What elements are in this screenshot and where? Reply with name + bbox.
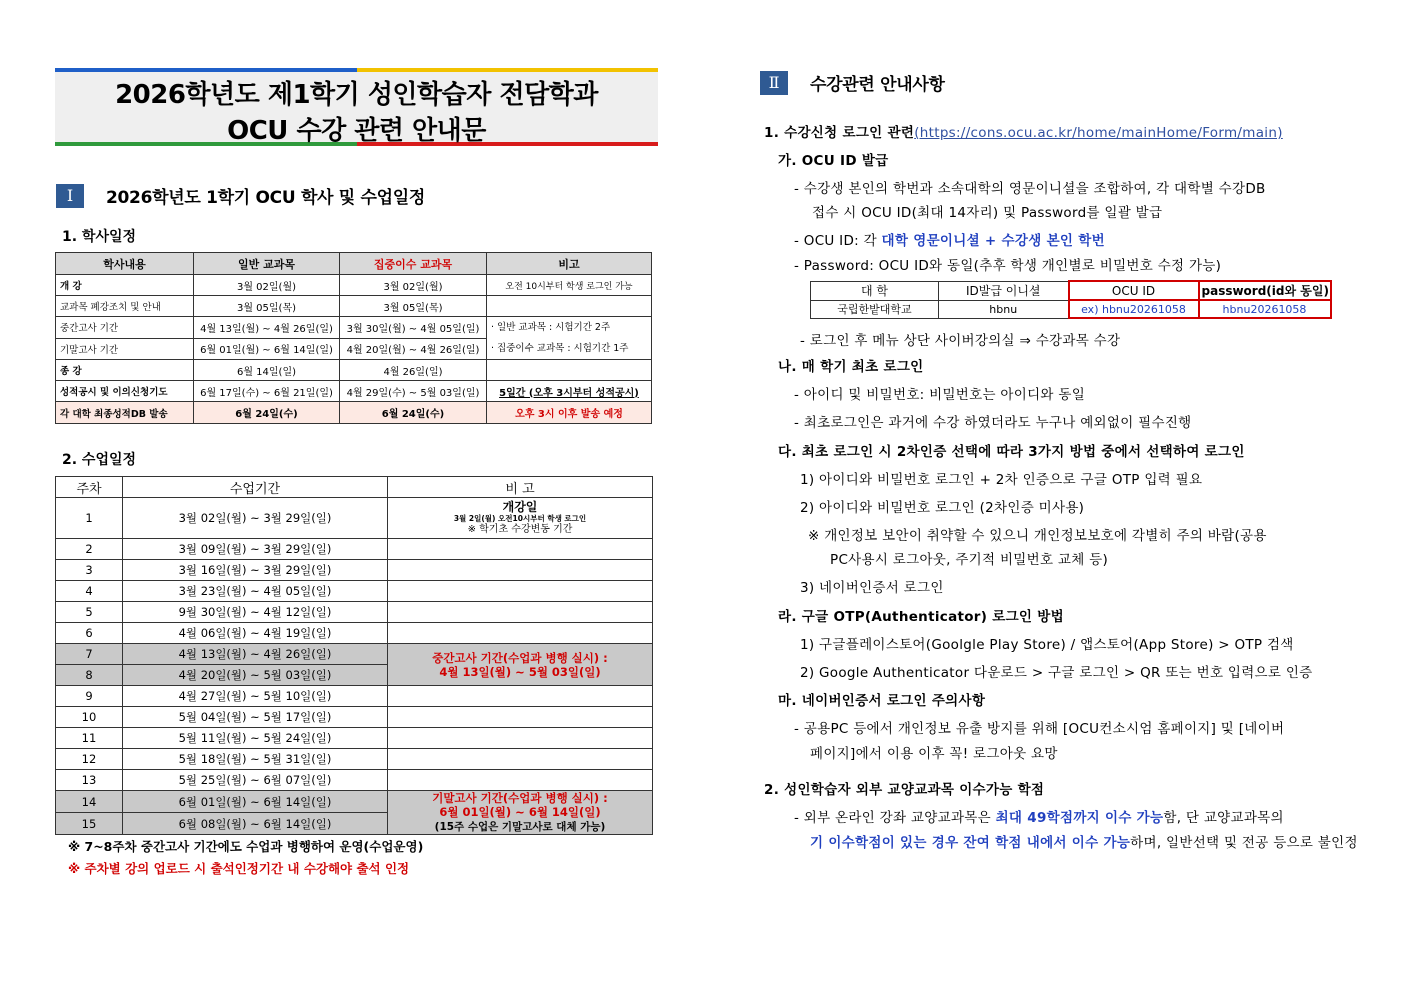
row-label: 기말고사 기간 <box>56 338 194 360</box>
two-factor-option3: 3) 네이버인증서 로그인 <box>800 580 944 596</box>
password-rule: - Password: OCU ID와 동일(추후 학생 개인별로 비밀번호 수정 가능) <box>794 258 1222 274</box>
week-number: 4 <box>56 581 123 602</box>
ocu-id-line2: 접수 시 OCU ID(최대 14자리) 및 Password를 일괄 발급 <box>812 205 1163 221</box>
attendance-note: ※ 주차별 강의 업로드 시 출석인정기간 내 수강해야 출석 인정 <box>68 861 410 876</box>
two-factor-option2: 2) 아이디와 비밀번호 로그인 (2차인증 미사용) <box>800 500 1085 516</box>
week-number: 12 <box>56 749 123 770</box>
row-label: 개 강 <box>56 275 194 296</box>
week-period: 4월 06일(월) ~ 4월 19일(일) <box>123 623 388 644</box>
external-credit-line1-prefix: - 외부 온라인 강좌 교양교과목은 <box>794 810 996 826</box>
table-row <box>56 644 653 665</box>
midterm-operation-note: ※ 7~8주차 중간고사 기간에도 수업과 병행하여 운영(수업운영) <box>68 839 424 854</box>
table-row <box>56 560 653 581</box>
week-period: 3월 02일(월) ~ 3월 29일(일) <box>123 498 388 539</box>
login-section-label: 1. 수강신청 로그인 관련 <box>764 125 915 141</box>
id-university-value: 국립한밭대학교 <box>811 300 939 318</box>
table-row <box>56 791 653 813</box>
document-title-line1: 2026학년도 제1학기 성인학습자 전담학과 <box>115 80 598 110</box>
ocu-id-subtitle: 가. OCU ID 발급 <box>778 153 889 169</box>
week-period: 4월 27일(월) ~ 5월 10일(일) <box>123 686 388 707</box>
section1-title: 2026학년도 1학기 OCU 학사 및 수업일정 <box>106 188 426 208</box>
table-row <box>56 381 652 402</box>
exam-note-intensive: · 집중이수 교과목 : 시험기간 1주 <box>491 343 629 354</box>
week-number: 10 <box>56 707 123 728</box>
intensive-value: 3월 30일(월) ~ 4월 05일(일) <box>340 317 487 339</box>
id-password-value: hbnu20261058 <box>1199 300 1331 318</box>
row-label: 종 강 <box>56 360 194 381</box>
section2-numeral: Ⅱ <box>760 71 788 95</box>
week-period: 5월 18일(월) ~ 5월 31일(일) <box>123 749 388 770</box>
general-value: 3월 05일(목) <box>194 296 340 317</box>
id-table-header-row <box>811 281 1331 300</box>
week-period: 6월 08일(월) ~ 6월 14일(일) <box>123 813 388 835</box>
academic-header-intensive: 집중이수 교과목 <box>340 253 487 275</box>
title-top-blue-bar <box>55 68 357 72</box>
table-row <box>56 686 653 707</box>
week-period: 3월 16일(월) ~ 3월 29일(일) <box>123 560 388 581</box>
section1-numeral: Ⅰ <box>56 184 84 208</box>
week-note-empty <box>388 770 653 791</box>
week1-note-title: 개강일 <box>502 499 538 514</box>
academic-schedule-heading: 1. 학사일정 <box>62 229 137 245</box>
note-value: 5일간 (오후 3시부터 성적공시) <box>487 381 652 402</box>
schedule-header-week: 주차 <box>56 477 123 498</box>
table-row <box>811 300 1331 318</box>
academic-header-general: 일반 교과목 <box>194 253 340 275</box>
table-row <box>56 296 652 317</box>
week-number: 13 <box>56 770 123 791</box>
week-period: 4월 20일(월) ~ 5월 03일(일) <box>123 665 388 686</box>
schedule-header-note: 비 고 <box>388 477 653 498</box>
academic-table-header-row <box>56 253 652 275</box>
exam-period-note <box>487 317 652 360</box>
ocu-id-example-table <box>810 280 1332 319</box>
note-value: 오후 3시 이후 발송 예정 <box>487 402 652 424</box>
exam-note-general: · 일반 교과목 : 시험기간 2주 <box>491 322 611 333</box>
week-number: 9 <box>56 686 123 707</box>
external-credit-line1-suffix: 함, 단 교양교과목의 <box>1163 810 1284 826</box>
midterm-note-line1: 중간고사 기간(수업과 병행 실시) : <box>432 650 608 665</box>
week1-note <box>388 498 653 539</box>
note-value <box>487 360 652 381</box>
final-note-line1: 기말고사 기간(수업과 병행 실시) : <box>432 791 608 805</box>
week-number: 1 <box>56 498 123 539</box>
intensive-value: 4월 29일(수) ~ 5월 03일(일) <box>340 381 487 402</box>
week-note-empty <box>388 749 653 770</box>
general-value: 6월 01일(월) ~ 6월 14일(일) <box>194 338 340 360</box>
section2-title: 수강관련 안내사항 <box>810 75 945 95</box>
google-otp-step2: 2) Google Authenticator 다운로드 > 구글 로그인 > QR 또는 번호 입력으로 인증 <box>800 665 1313 681</box>
document-title-box <box>55 68 658 146</box>
final-note-line2: 6월 01일(월) ~ 6월 14일(일) <box>439 805 601 819</box>
first-login-line2: - 최초로그인은 과거에 수강 하였더라도 누구나 예외없이 필수진행 <box>794 415 1192 431</box>
week-number: 5 <box>56 602 123 623</box>
class-schedule-heading: 2. 수업일정 <box>62 452 137 468</box>
naver-cert-line2: 페이지]에서 이용 이후 꼭! 로그아웃 요망 <box>810 746 1058 762</box>
week-number: 11 <box>56 728 123 749</box>
final-note-line3: (15주 수업은 기말고사로 대체 가능) <box>434 821 606 833</box>
week-number: 7 <box>56 644 123 665</box>
table-row <box>56 539 653 560</box>
midterm-note-line2: 4월 13일(월) ~ 5월 03일(일) <box>439 664 601 679</box>
login-section-title <box>764 121 1283 141</box>
table-row <box>56 498 653 539</box>
security-warning-line2: PC사용시 로그아웃, 주기적 비밀번호 교체 등) <box>830 552 1109 568</box>
week-note-empty <box>388 602 653 623</box>
table-row <box>56 707 653 728</box>
row-label: 교과목 폐강조치 및 안내 <box>56 296 194 317</box>
document-title-line2: OCU 수강 관련 안내문 <box>227 116 486 146</box>
week-period: 5월 11일(월) ~ 5월 24일(일) <box>123 728 388 749</box>
general-value: 6월 24일(수) <box>194 402 340 424</box>
general-value: 3월 02일(월) <box>194 275 340 296</box>
table-row <box>56 623 653 644</box>
section1-header <box>56 183 425 208</box>
academic-header-note: 비고 <box>487 253 652 275</box>
naver-cert-subtitle: 마. 네이버인증서 로그인 주의사항 <box>778 693 986 709</box>
week-number: 6 <box>56 623 123 644</box>
week-note-empty <box>388 560 653 581</box>
external-credit-line2 <box>810 831 1358 851</box>
week-period: 3월 23일(월) ~ 4월 05일(일) <box>123 581 388 602</box>
external-credit-title: 2. 성인학습자 외부 교양교과목 이수가능 학점 <box>764 782 1045 798</box>
google-otp-step1: 1) 구글플레이스토어(Goolgle Play Store) / 앱스토어(App Store) > OTP 검색 <box>800 637 1294 653</box>
row-label: 성적공시 및 이의신청기도 <box>56 381 194 402</box>
first-login-subtitle: 나. 매 학기 최초 로그인 <box>778 359 924 375</box>
after-login-note: - 로그인 후 메뉴 상단 사이버강의실 ⇒ 수강과목 수강 <box>800 333 1121 349</box>
week-number: 2 <box>56 539 123 560</box>
two-factor-option1: 1) 아이디와 비밀번호 로그인 + 2차 인증으로 구글 OTP 입력 필요 <box>800 472 1203 488</box>
week-note-empty <box>388 623 653 644</box>
week-note-empty <box>388 581 653 602</box>
table-row <box>56 728 653 749</box>
general-value: 6월 17일(수) ~ 6월 21일(일) <box>194 381 340 402</box>
id-header-ocu-id: OCU ID <box>1069 281 1199 300</box>
schedule-header-period: 수업기간 <box>123 477 388 498</box>
section2-header <box>760 70 945 95</box>
ocu-id-rule-emphasis: 대학 영문이니셜 + 수강생 본인 학번 <box>881 233 1105 249</box>
note-value: 오전 10시부터 학생 로그인 가능 <box>487 275 652 296</box>
week-note-empty <box>388 707 653 728</box>
google-otp-subtitle: 라. 구글 OTP(Authenticator) 로그인 방법 <box>778 609 1064 625</box>
external-credit-line2-suffix: 하며, 일반선택 및 전공 등으로 불인정 <box>1130 835 1358 851</box>
schedule-header-row <box>56 477 653 498</box>
class-schedule-table <box>55 476 653 835</box>
id-header-university: 대 학 <box>811 281 939 300</box>
week-period: 9월 30일(월) ~ 4월 12일(일) <box>123 602 388 623</box>
week-period: 5월 25일(월) ~ 6월 07일(일) <box>123 770 388 791</box>
external-credit-remaining: 기 이수학점이 있는 경우 잔여 학점 내에서 이수 가능 <box>810 835 1131 851</box>
table-row <box>56 770 653 791</box>
table-row <box>56 402 652 424</box>
id-ocu-id-value: ex) hbnu20261058 <box>1069 300 1199 318</box>
general-value: 4월 13일(월) ~ 4월 26일(일) <box>194 317 340 339</box>
intensive-value: 3월 05일(목) <box>340 296 487 317</box>
two-factor-subtitle: 다. 최초 로그인 시 2차인증 선택에 따라 3가지 방법 중에서 선택하여 로그인 <box>778 444 1245 460</box>
general-value: 6월 14일(일) <box>194 360 340 381</box>
week-note-empty <box>388 686 653 707</box>
week-number: 8 <box>56 665 123 686</box>
table-row <box>56 749 653 770</box>
table-row <box>56 360 652 381</box>
intensive-value: 4월 20일(월) ~ 4월 26일(일) <box>340 338 487 360</box>
id-initial-value: hbnu <box>939 300 1069 318</box>
id-header-initial: ID발급 이니셜 <box>939 281 1069 300</box>
ocu-id-rule <box>794 229 1105 249</box>
week1-note-line2: ※ 학기초 수강변동 기간 <box>467 523 573 535</box>
ocu-login-link[interactable]: (https://cons.ocu.ac.kr/home/mainHome/Form/main) <box>914 125 1283 141</box>
week-period: 3월 09일(월) ~ 3월 29일(일) <box>123 539 388 560</box>
ocu-id-line1: - 수강생 본인의 학번과 소속대학의 영문이니셜을 조합하여, 각 대학별 수강DB <box>794 181 1266 197</box>
academic-header-content: 학사내용 <box>56 253 194 275</box>
security-warning-line1: ※ 개인정보 보안이 취약할 수 있으니 개인정보보호에 각별히 주의 바람(공용 <box>808 528 1267 544</box>
external-credit-max: 최대 49학점까지 이수 가능 <box>995 810 1164 826</box>
table-row <box>56 317 652 339</box>
ocu-id-rule-prefix: - OCU ID: 각 <box>794 233 882 249</box>
row-label: 중간고사 기간 <box>56 317 194 339</box>
week-note-empty <box>388 728 653 749</box>
week-number: 14 <box>56 791 123 813</box>
first-login-line1: - 아이디 및 비밀번호: 비밀번호는 아이디와 동일 <box>794 387 1086 403</box>
week-number: 15 <box>56 813 123 835</box>
naver-cert-line1: - 공용PC 등에서 개인정보 유출 방지를 위해 [OCU컨소시엄 홈페이지] 및 [네이버 <box>794 721 1285 737</box>
title-top-yellow-bar <box>357 68 659 72</box>
intensive-value: 4월 26일(일) <box>340 360 487 381</box>
week1-note-line1: 3월 2일(월) 오전10시부터 학생 로그인 <box>453 513 587 523</box>
intensive-value: 6월 24일(수) <box>340 402 487 424</box>
id-header-password: password(id와 동일) <box>1199 281 1331 300</box>
academic-schedule-table <box>55 252 652 424</box>
row-label: 각 대학 최종성적DB 발송 <box>56 402 194 424</box>
final-note <box>388 791 653 835</box>
intensive-value: 3월 02일(월) <box>340 275 487 296</box>
table-row <box>56 602 653 623</box>
week-period: 6월 01일(월) ~ 6월 14일(일) <box>123 791 388 813</box>
week-period: 5월 04일(월) ~ 5월 17일(일) <box>123 707 388 728</box>
table-row <box>56 275 652 296</box>
week-note-empty <box>388 539 653 560</box>
table-row <box>56 581 653 602</box>
midterm-note <box>388 644 653 686</box>
week-period: 4월 13일(월) ~ 4월 26일(일) <box>123 644 388 665</box>
note-value <box>487 296 652 317</box>
external-credit-line1 <box>794 806 1284 826</box>
week-number: 3 <box>56 560 123 581</box>
